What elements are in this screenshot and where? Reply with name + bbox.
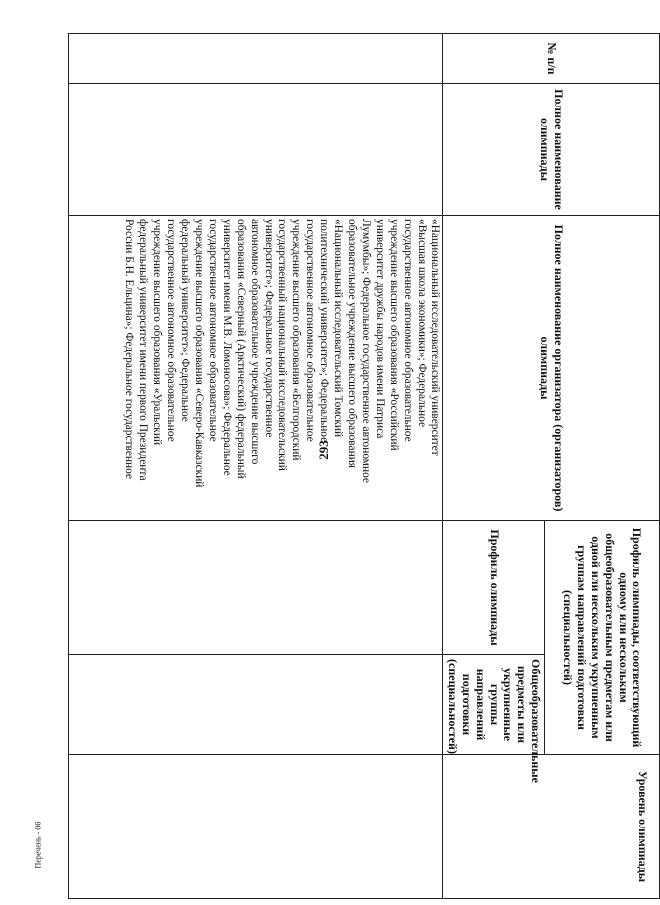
header-full-name: Полное наименование олимпиады <box>443 84 660 216</box>
organizer-line: федеральный университет»; Федеральное <box>179 219 192 422</box>
cell-organizer <box>69 216 443 521</box>
header-organizer: Полное наименование организатора (организаторов) олимпиады <box>443 216 660 521</box>
organizer-line: университет имени М.В. Ломоносова»; Федеральное <box>220 219 233 476</box>
organizer-line: образования «Северный (Арктический) федеральный <box>234 219 247 479</box>
table-row <box>69 34 443 899</box>
organizer-line: учреждение высшего образования «Белгородский <box>290 219 303 461</box>
organizer-line: государственное автономное образовательное <box>206 219 219 442</box>
header-profile: Профиль олимпиады <box>443 521 545 655</box>
organizer-line: учреждение высшего образования «Российский <box>387 219 400 451</box>
cell-subjects <box>69 655 443 755</box>
organizer-line: государственное автономное образовательное <box>304 219 317 442</box>
organizer-line: государственное автономное образовательное <box>165 219 178 442</box>
cell-level <box>69 755 443 899</box>
organizer-line: «Высшая школа экономики»; Федеральное <box>415 219 428 428</box>
organizer-line: учреждение высшего образования «Уральский <box>151 219 164 446</box>
organizer-line: университет»; Федеральное государственное <box>262 219 275 438</box>
organizer-line: политехнический университет»; Федеральное <box>318 219 331 443</box>
header-row-top <box>545 34 660 899</box>
header-profile-group: Профиль олимпиады, соответствующий одному или нескольким общеобразовательным предметам или одной или нескольким укрупненным группам направлений подготовки (специальностей) <box>545 521 660 755</box>
olympiad-table <box>68 33 660 899</box>
organizer-line: автономное образовательное учреждение высшего <box>248 219 261 465</box>
organizer-line: университет дружбы народов имени Патриса <box>373 219 386 439</box>
cell-num <box>69 34 443 84</box>
organizer-text <box>122 219 442 517</box>
organizer-line: образовательное учреждение высшего образования <box>345 219 358 469</box>
organizer-line: «Национальный исследовательский Томский <box>332 219 345 438</box>
header-level: Уровень олимпиады <box>443 755 660 899</box>
footer-note: Перечень - 06 <box>33 821 43 869</box>
organizer-line: государственное автономное образовательное <box>401 219 414 442</box>
organizer-line: государственный национальный исследовательский <box>276 219 289 471</box>
cell-profile <box>69 521 443 655</box>
organizer-line: России Б.Н. Ельцина»; Федеральное государственное <box>123 219 136 479</box>
organizer-line: федеральный университет имени первого Президента <box>137 219 150 481</box>
cell-full-name <box>69 84 443 216</box>
header-subjects: Общеобразовательные предметы или укрупненные группы направлений подготовки (специальностей) <box>443 655 545 755</box>
page-number: 293 <box>315 440 331 460</box>
rotated-table-wrapper <box>68 33 660 898</box>
organizer-line: «Национальный исследовательский университет <box>429 219 442 456</box>
organizer-line: учреждение высшего образования «Северо-Кавказский <box>193 219 206 488</box>
organizer-line: Лумумбы»; Федеральное государственное автономное <box>359 219 372 483</box>
header-num: № п/п <box>443 34 660 84</box>
